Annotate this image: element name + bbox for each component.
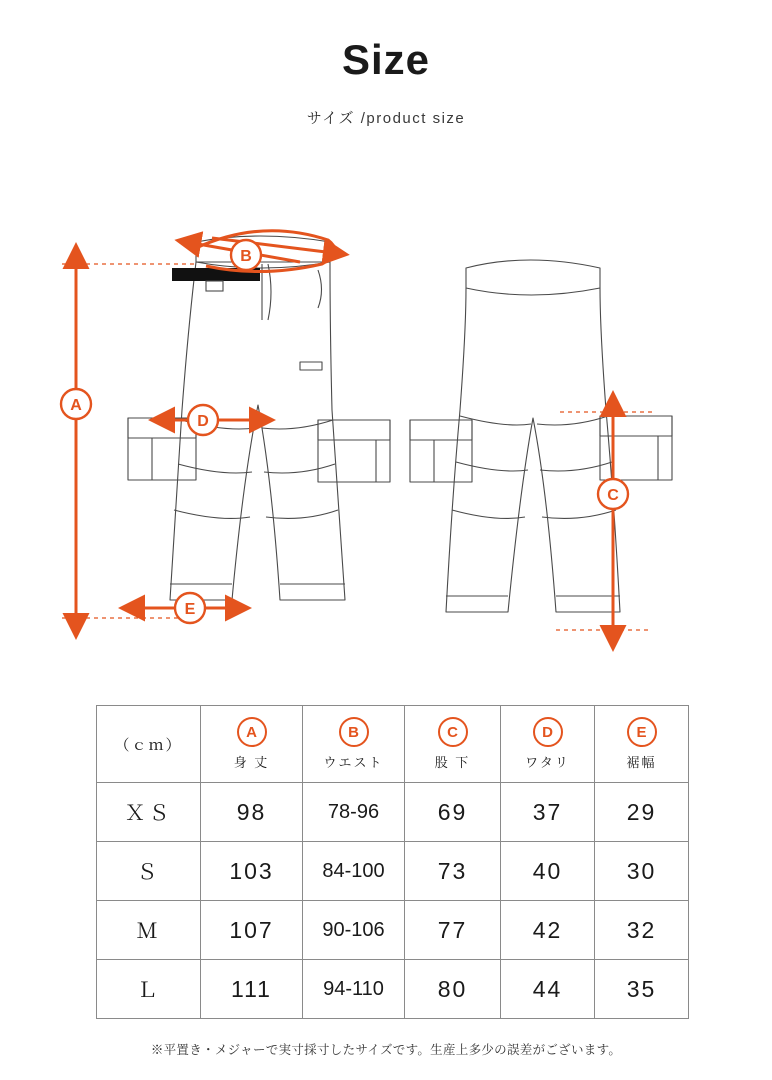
row-value-d: 37 xyxy=(501,783,595,842)
marker-b-icon: B xyxy=(339,717,369,747)
row-value-a: 103 xyxy=(201,842,303,901)
marker-c-icon: C xyxy=(438,717,468,747)
size-label: Ｍ xyxy=(136,920,161,943)
row-value-e: 29 xyxy=(595,783,689,842)
row-value-b: 94-110 xyxy=(303,960,405,1019)
measure-e xyxy=(142,593,228,623)
header-cell-d xyxy=(501,706,595,783)
page-subtitle xyxy=(0,107,772,128)
header-unit-cell xyxy=(97,706,201,783)
size-label: Ｓ xyxy=(136,861,161,884)
pants-diagram xyxy=(0,180,772,670)
svg-text:E: E xyxy=(184,601,196,618)
back-pants-illustration xyxy=(410,260,672,612)
svg-text:D: D xyxy=(197,413,209,430)
header-cell-e xyxy=(595,706,689,783)
front-pants-illustration xyxy=(128,236,390,600)
unit-label: （ｃｍ） xyxy=(114,736,183,754)
marker-e-icon: E xyxy=(627,717,657,747)
header-cell-c xyxy=(405,706,501,783)
size-label: ＸＳ xyxy=(124,802,173,825)
row-value-a: 107 xyxy=(201,901,303,960)
row-value-c: 77 xyxy=(405,901,501,960)
row-value-a: 111 xyxy=(201,960,303,1019)
row-value-c: 73 xyxy=(405,842,501,901)
table-row xyxy=(97,960,689,1019)
row-value-d: 40 xyxy=(501,842,595,901)
row-value-e: 30 xyxy=(595,842,689,901)
measure-guides xyxy=(62,264,652,630)
header-label-a: 身 丈 xyxy=(233,755,270,770)
header-label-e: 裾幅 xyxy=(626,755,657,770)
row-size xyxy=(97,960,201,1019)
header-label-d: ワタリ xyxy=(525,755,570,770)
measure-a xyxy=(61,266,91,616)
row-value-c: 69 xyxy=(405,783,501,842)
header-cell-b xyxy=(303,706,405,783)
row-value-d: 44 xyxy=(501,960,595,1019)
header-label-c: 股 下 xyxy=(434,755,471,770)
subtitle-jp: サイズ xyxy=(306,110,356,127)
table-row xyxy=(97,783,689,842)
header-cell-a xyxy=(201,706,303,783)
row-value-c: 80 xyxy=(405,960,501,1019)
row-size xyxy=(97,842,201,901)
table-row xyxy=(97,901,689,960)
subtitle-en: /product size xyxy=(360,110,466,127)
footnote: ※平置き・メジャーで実寸採寸したサイズです。生産上多少の誤差がございます。 xyxy=(150,1043,622,1057)
row-value-b: 84-100 xyxy=(303,842,405,901)
header-label-b: ウエスト xyxy=(323,755,384,770)
row-value-a: 98 xyxy=(201,783,303,842)
size-table-wrap xyxy=(96,705,688,1019)
marker-a-icon: A xyxy=(237,717,267,747)
row-value-e: 35 xyxy=(595,960,689,1019)
page-title: Size xyxy=(341,36,431,83)
row-size xyxy=(97,783,201,842)
svg-text:C: C xyxy=(607,487,619,504)
row-value-b: 78-96 xyxy=(303,783,405,842)
row-value-e: 32 xyxy=(595,901,689,960)
row-size xyxy=(97,901,201,960)
row-value-b: 90-106 xyxy=(303,901,405,960)
svg-text:A: A xyxy=(70,397,82,414)
marker-d-icon: D xyxy=(533,717,563,747)
measure-d xyxy=(172,405,252,435)
row-value-d: 42 xyxy=(501,901,595,960)
table-row xyxy=(97,842,689,901)
svg-text:B: B xyxy=(240,248,252,265)
size-label: Ｌ xyxy=(136,979,161,1002)
size-table xyxy=(96,705,689,1019)
table-header-row xyxy=(97,706,689,783)
